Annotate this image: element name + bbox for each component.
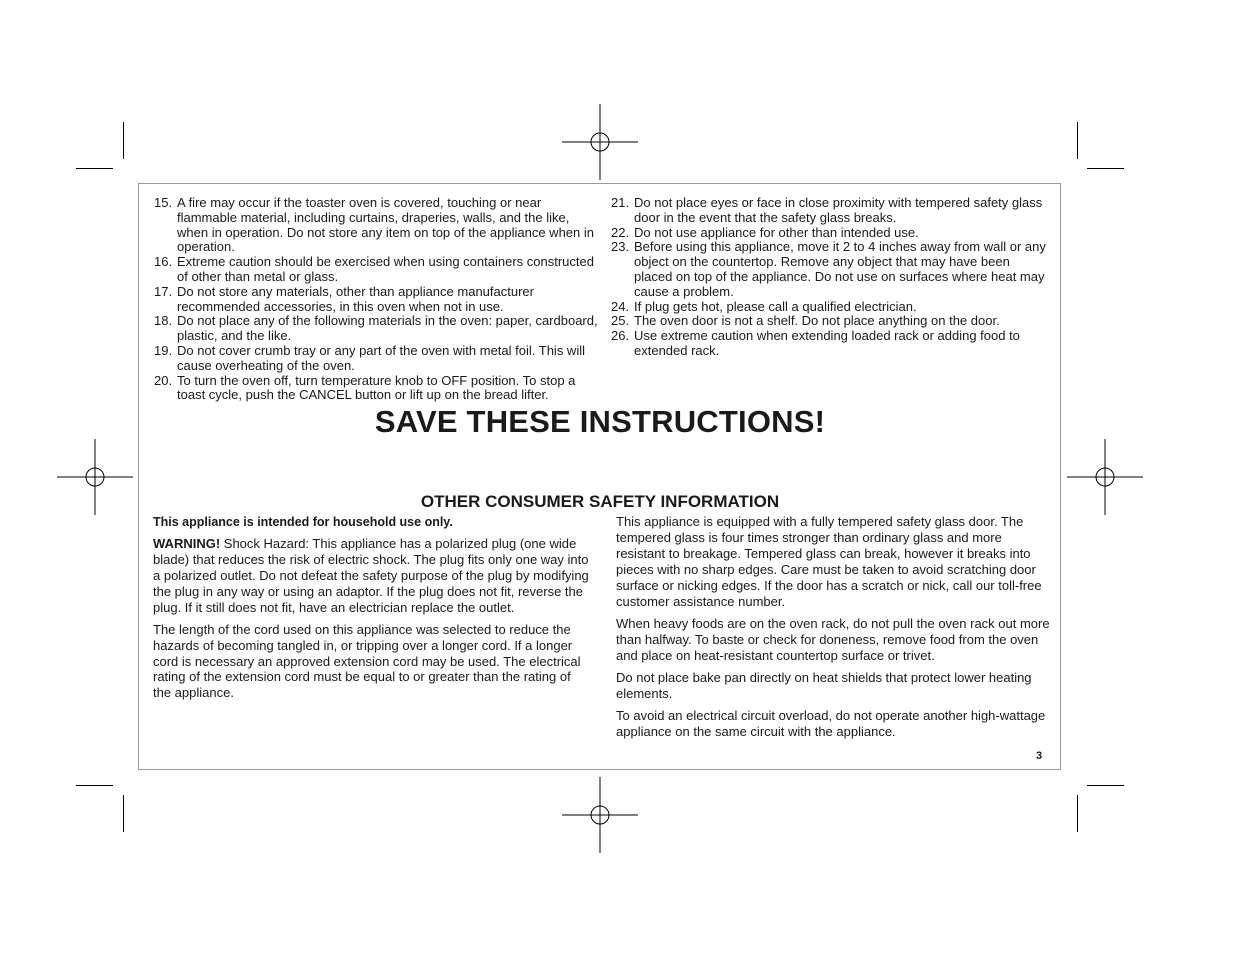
item-number: 26. — [611, 328, 630, 344]
item-text: Do not cover crumb tray or any part of the oven with metal foil. This will cause overheating of the oven. — [177, 342, 585, 373]
save-instructions-heading: SAVE THESE INSTRUCTIONS! — [374, 404, 826, 439]
safety-list-left — [154, 196, 598, 403]
item-number: 17. — [154, 283, 173, 299]
list-item — [611, 314, 1051, 329]
list-item — [611, 226, 1051, 241]
household-use-note: This appliance is intended for household use only. — [153, 515, 453, 529]
item-text: Do not place eyes or face in close proximity with tempered safety glass door in the event that the safety glass breaks. — [634, 195, 1043, 225]
registration-mark-icon — [562, 777, 638, 853]
item-text: If plug gets hot, please call a qualified electrician. — [634, 298, 917, 314]
item-text: Do not store any materials, other than appliance manufacturer recommended accessories, in this oven when not in use. — [177, 283, 534, 314]
item-text: The oven door is not a shelf. Do not place anything on the door. — [634, 313, 1000, 329]
list-item — [154, 374, 598, 404]
warning-paragraph — [153, 536, 589, 616]
item-text: Use extreme caution when extending loaded rack or adding food to extended rack. — [634, 328, 1020, 358]
safety-list-right — [611, 196, 1051, 359]
item-number: 22. — [611, 224, 630, 240]
list-item — [154, 255, 598, 285]
registration-mark-icon — [562, 104, 638, 180]
crop-mark — [1077, 795, 1078, 832]
item-number: 21. — [611, 195, 630, 210]
item-number: 20. — [154, 372, 173, 388]
crop-mark — [123, 795, 124, 832]
item-text: Do not place any of the following materials in the oven: paper, cardboard, plastic, and the like. — [177, 313, 598, 344]
item-number: 19. — [154, 342, 173, 358]
list-item — [611, 300, 1051, 315]
bake-pan-paragraph: Do not place bake pan directly on heat shields that protect lower heating elements. — [616, 670, 1032, 701]
crop-mark — [76, 785, 113, 786]
item-number: 16. — [154, 254, 173, 270]
consumer-info-right — [616, 514, 1052, 746]
item-text: Do not use appliance for other than intended use. — [634, 224, 919, 240]
item-number: 23. — [611, 239, 630, 255]
warning-text: Shock Hazard: This appliance has a polarized plug (one wide blade) that reduces the risk of electric shock. The plug fits only one way into a polarized outlet. Do not defeat the safety purpose of the plug by modifying the plug in any way or using an adaptor. If the plug does not fit, reverse the plug. If it still does not fit, have an electrician replace the outlet. — [153, 536, 589, 615]
list-item — [154, 285, 598, 315]
consumer-info-left — [153, 514, 589, 707]
list-item — [611, 196, 1051, 226]
crop-mark — [123, 122, 124, 159]
crop-mark — [1087, 168, 1124, 169]
item-text: Before using this appliance, move it 2 to 4 inches away from wall or any object on the countertop. Remove any object that may have been placed on top of the appliance. Do not use on surfaces where heat may cause a problem. — [634, 239, 1046, 299]
list-item — [154, 196, 598, 255]
item-text: Extreme caution should be exercised when using containers constructed of other than metal or glass. — [177, 254, 594, 284]
item-number: 24. — [611, 298, 630, 314]
warning-label: WARNING! — [153, 536, 221, 551]
item-number: 25. — [611, 313, 630, 329]
item-text: To turn the oven off, turn temperature knob to OFF position. To stop a toast cycle, push the CANCEL button or lift up on the bread lifter. — [177, 372, 576, 403]
item-number: 15. — [154, 195, 173, 210]
list-item — [611, 329, 1051, 359]
crop-mark — [1087, 785, 1124, 786]
section-heading: OTHER CONSUMER SAFETY INFORMATION — [420, 492, 780, 511]
cord-paragraph: The length of the cord used on this appliance was selected to reduce the hazards of becoming tangled in, or tripping over a longer cord. If a longer cord is necessary an approved extension cord may be used. The electrical rating of the extension cord must be equal to or greater than the rating of the appliance. — [153, 622, 581, 701]
item-text: A fire may occur if the toaster oven is covered, touching or near flammable material, including curtains, draperies, walls, and the like, when in operation. Do not store any item on top of the appliance when in operation. — [177, 195, 594, 255]
crop-mark — [1077, 122, 1078, 159]
glass-door-paragraph: This appliance is equipped with a fully tempered safety glass door. The tempered glass is four times stronger than ordinary glass and more resistant to breakage. Tempered glass can break, however it breaks into pieces with no sharp edges. Care must be taken to avoid scratching door surface or nicking edges. If the door has a scratch or nick, call our toll-free customer assistance number. — [616, 514, 1042, 609]
page-number: 3 — [1036, 750, 1043, 762]
circuit-overload-paragraph: To avoid an electrical circuit overload, do not operate another high-wattage appliance on the same circuit with the appliance. — [616, 708, 1046, 739]
crop-mark — [76, 168, 113, 169]
list-item — [154, 314, 598, 344]
list-item — [611, 240, 1051, 299]
list-item — [154, 344, 598, 374]
item-number: 18. — [154, 313, 173, 329]
heavy-foods-paragraph: When heavy foods are on the oven rack, do not pull the oven rack out more than halfway. To baste or check for doneness, remove food from the oven and place on heat-resistant countertop surface or trivet. — [616, 616, 1050, 663]
